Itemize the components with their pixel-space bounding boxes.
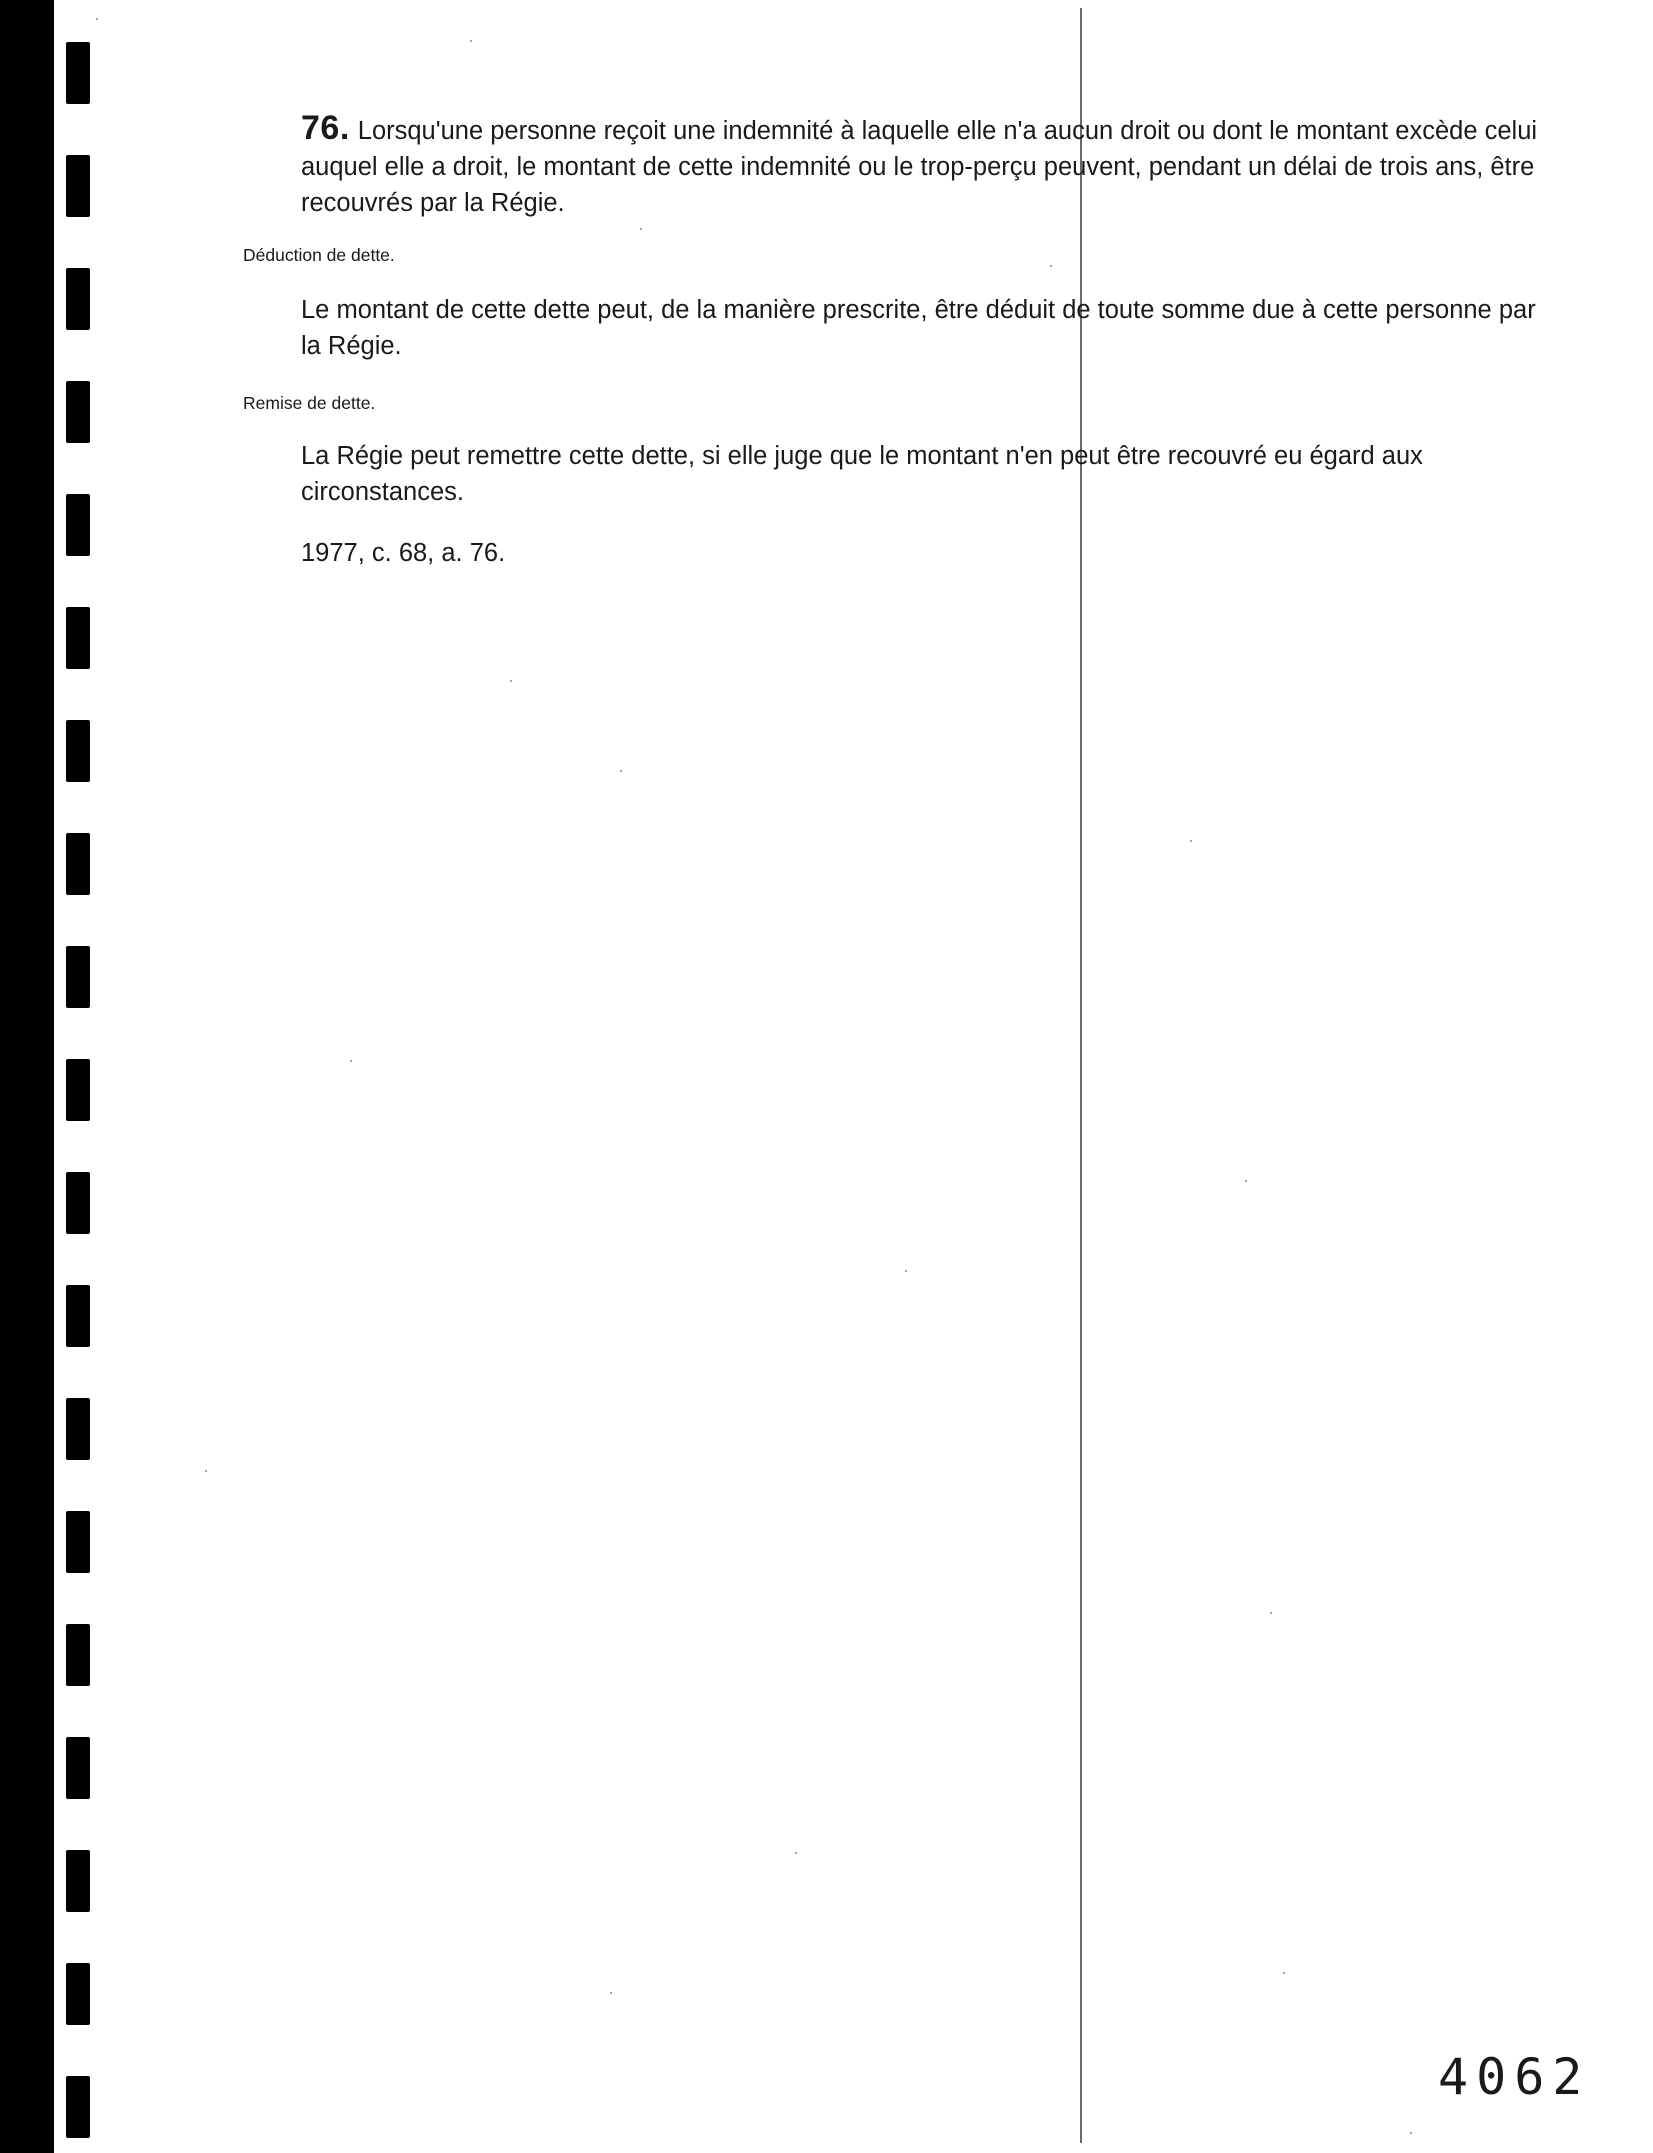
punch-hole bbox=[66, 155, 90, 217]
punch-hole bbox=[66, 720, 90, 782]
punch-hole bbox=[66, 833, 90, 895]
scan-speck bbox=[1410, 2132, 1412, 2134]
scan-speck bbox=[1190, 840, 1192, 842]
punch-hole bbox=[66, 1963, 90, 2025]
scan-speck bbox=[1245, 1180, 1247, 1182]
punch-hole bbox=[66, 1172, 90, 1234]
punch-hole bbox=[66, 381, 90, 443]
page-number: 4062 bbox=[1438, 2048, 1591, 2106]
marginal-note-remise: Remise de dette. bbox=[243, 393, 376, 413]
scan-speck bbox=[205, 1470, 207, 1472]
paragraph-deduction: Le montant de cette dette peut, de la manière prescrite, être déduit de toute somme due à cette personne par la Régie. bbox=[301, 296, 1536, 360]
article-76-text: Lorsqu'une personne reçoit une indemnité à laquelle elle n'a aucun droit ou dont le montant excède celui auquel elle a droit, le montant de cette indemnité ou le trop-perçu peuvent, pendant un délai de trois ans, être recouvrés par la Régie. bbox=[301, 117, 1538, 217]
scan-speck bbox=[905, 1270, 907, 1272]
scan-speck bbox=[795, 1852, 797, 1854]
punch-hole bbox=[66, 607, 90, 669]
punch-hole bbox=[66, 1398, 90, 1460]
citation: 1977, c. 68, a. 76. bbox=[301, 539, 506, 567]
punch-hole bbox=[66, 1285, 90, 1347]
punch-hole bbox=[66, 2076, 90, 2138]
scan-speck bbox=[350, 1060, 352, 1062]
punch-hole bbox=[66, 1737, 90, 1799]
scan-speck bbox=[620, 770, 622, 772]
scan-speck bbox=[610, 1992, 612, 1994]
punch-hole bbox=[66, 946, 90, 1008]
scan-left-border bbox=[0, 0, 54, 2153]
punch-hole bbox=[66, 1511, 90, 1573]
punch-hole bbox=[66, 42, 90, 104]
punch-hole bbox=[66, 1850, 90, 1912]
scan-speck bbox=[1283, 1972, 1285, 1974]
punch-hole bbox=[66, 494, 90, 556]
scan-speck bbox=[96, 18, 98, 20]
punch-hole bbox=[66, 1059, 90, 1121]
article-76 bbox=[301, 110, 1546, 221]
paragraph-remise: La Régie peut remettre cette dette, si elle juge que le montant n'en peut être recouvré eu égard aux circonstances. bbox=[301, 442, 1423, 506]
scan-speck bbox=[1050, 265, 1052, 267]
marginal-note-deduction: Déduction de dette. bbox=[243, 245, 395, 265]
scan-speck bbox=[1270, 1612, 1272, 1614]
punch-hole bbox=[66, 1624, 90, 1686]
punch-hole bbox=[66, 268, 90, 330]
article-number: 76. bbox=[301, 109, 350, 147]
scan-speck bbox=[510, 680, 512, 682]
scan-speck bbox=[640, 228, 642, 230]
scan-speck bbox=[470, 40, 472, 42]
